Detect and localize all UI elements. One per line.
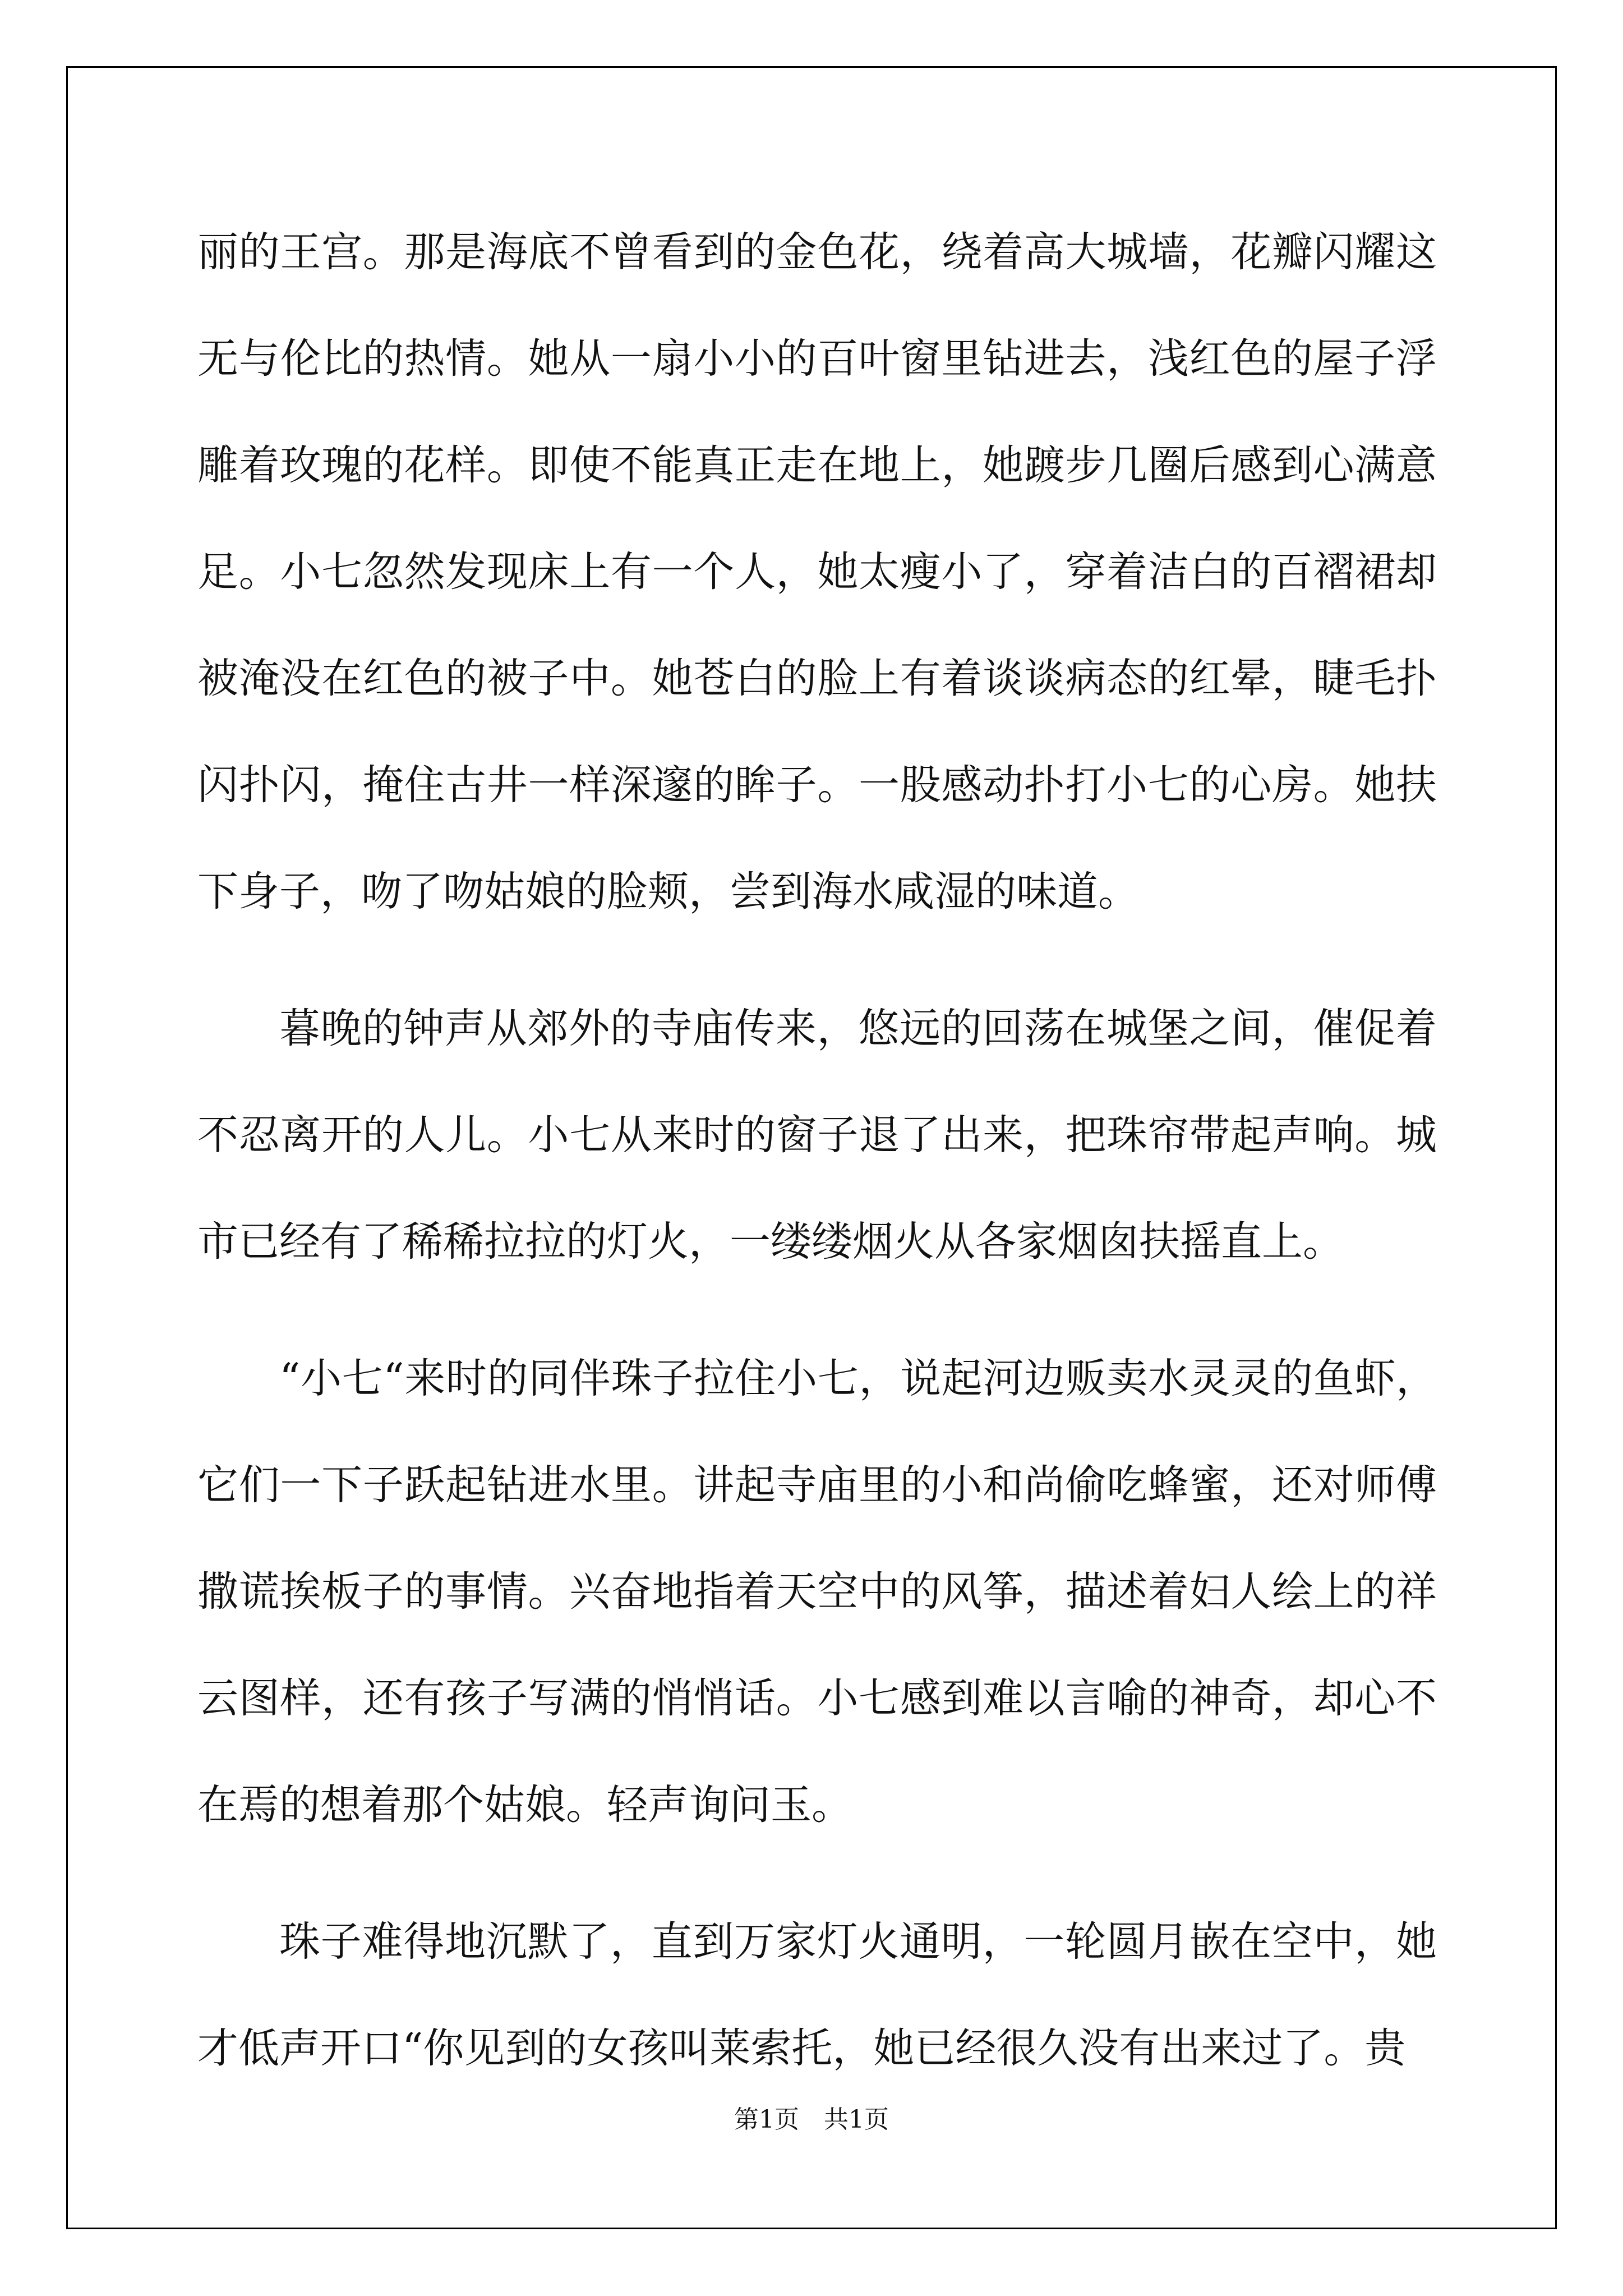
page-footer: [0, 2099, 1623, 2135]
paragraph-1: 丽的王宫。那是海底不曾看到的金色花，绕着高大城墙，花瓣闪耀这无与伦比的热情。她从一扇小小的百叶窗里钻进去，浅红色的屋子浮雕着玫瑰的花样。即使不能真正走在地上，她踱步几圈后感到心满意足。小七忽然发现床上有一个人，她太瘦小了，穿着洁白的百褶裙却被淹没在红色的被子中。她苍白的脸上有着谈谈病态的红晕，睫毛扑闪扑闪，掩住古井一样深邃的眸子。一股感动扑打小七的心房。她扶下身子，吻了吻姑娘的脸颊，尝到海水咸湿的味道。: [197, 228, 1437, 915]
paragraph-4: 珠子难得地沉默了，直到万家灯火通明，一轮圆月嵌在空中，她才低声开口“你见到的女孩叫莱索托，她已经很久没有出来过了。贵: [197, 1918, 1437, 2072]
page-number: 第1页: [734, 2105, 799, 2134]
paragraph-3: “小七“来时的同伴珠子拉住小七，说起河边贩卖水灵灵的鱼虾，它们一下子跃起钻进水里。讲起寺庙里的小和尚偷吃蜂蜜，还对师傅撒谎挨板子的事情。兴奋地指着天空中的风筝，描述着妇人绘上的祥云图样，还有孩子写满的悄悄话。小七感到难以言喻的神奇，却心不在焉的想着那个姑娘。轻声询问玉。: [197, 1355, 1437, 1829]
document-body: [197, 199, 1437, 2132]
paragraph-2: 暮晚的钟声从郊外的寺庙传来，悠远的回荡在城堡之间，催促着不忍离开的人儿。小七从来时的窗子退了出来，把珠帘带起声响。城市已经有了稀稀拉拉的灯火，一缕缕烟火从各家烟囱扶摇直上。: [197, 1005, 1437, 1266]
page-total: 共1页: [824, 2105, 889, 2134]
